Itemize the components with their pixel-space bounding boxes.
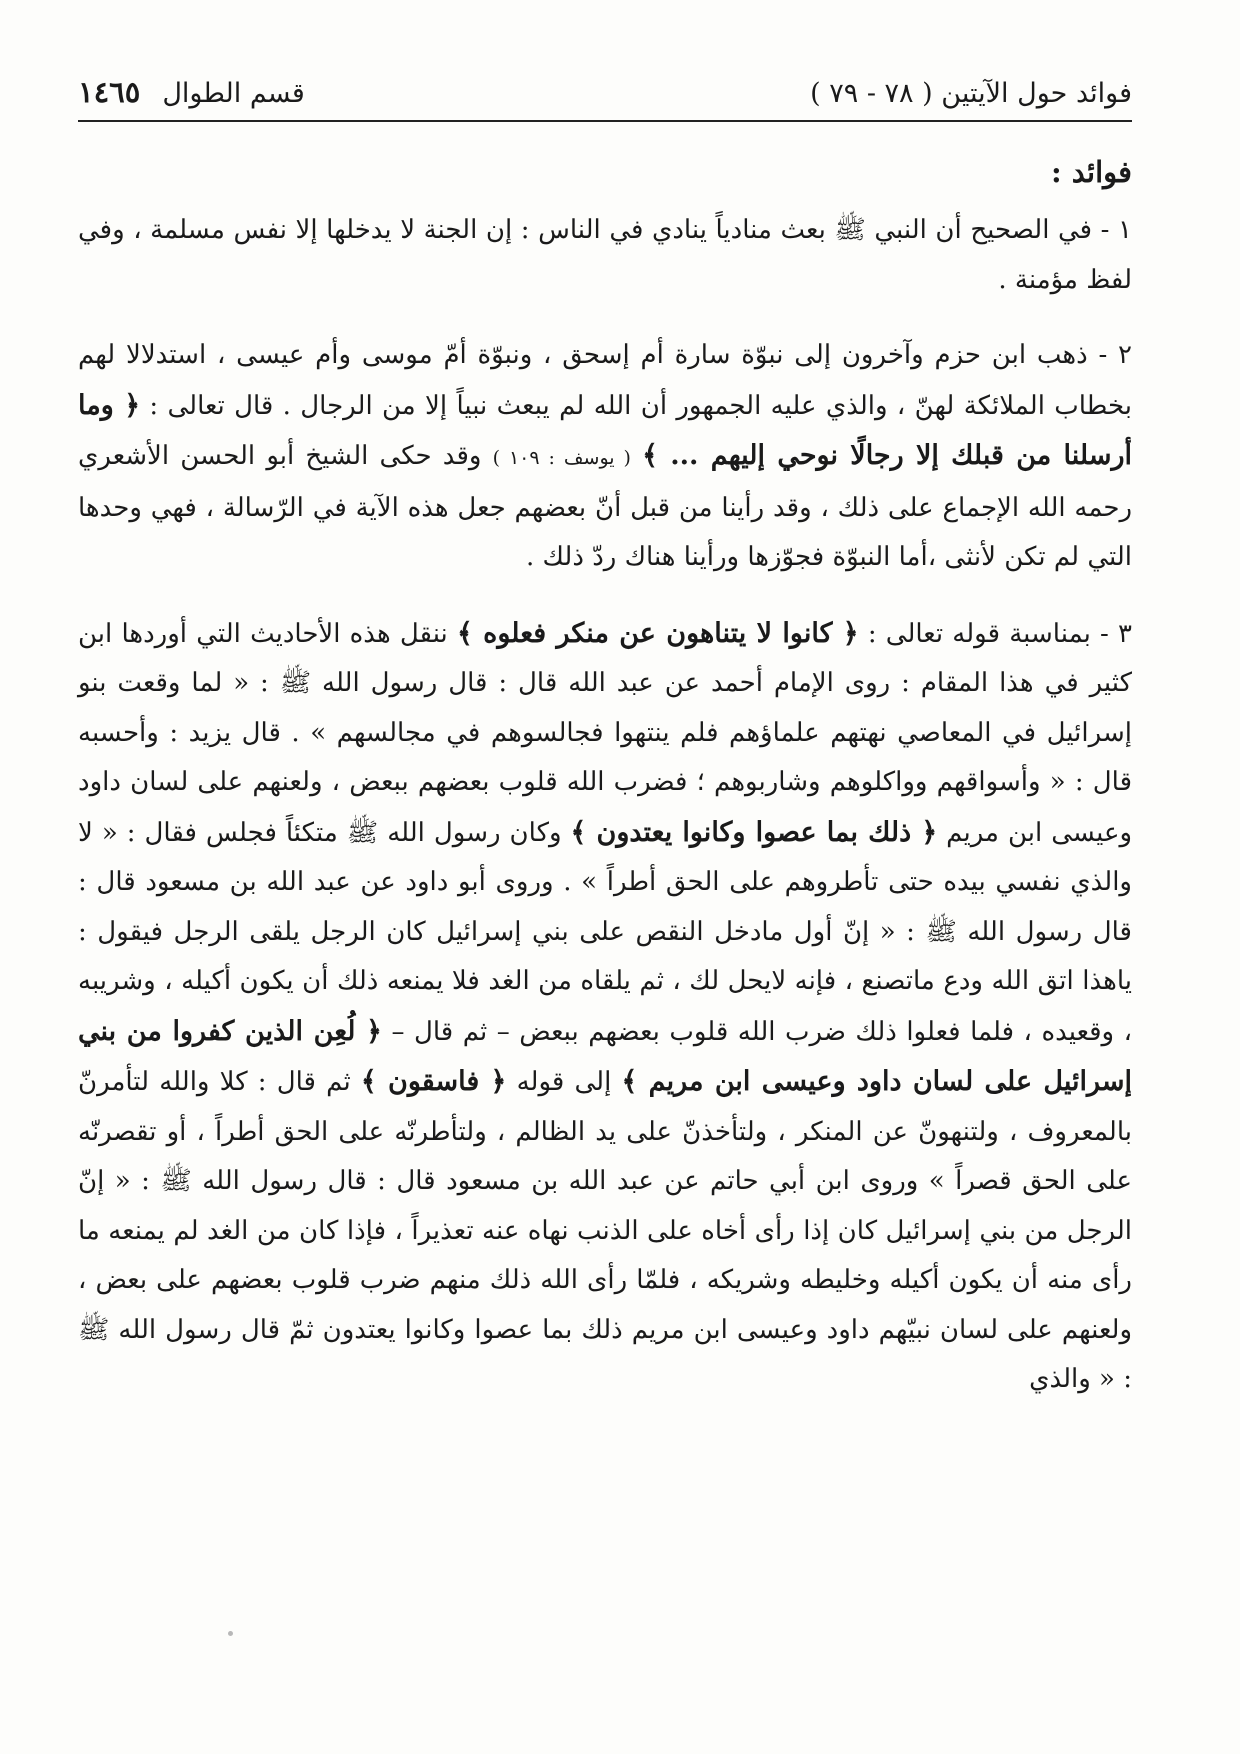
paragraph-3-text: ثم قال : كلا والله لتأمرنّ بالمعروف ، ولتنهونّ عن المنكر ، ولتأخذنّ على يد الظالم ، ولتأطرنّه على الحق أطراً ، أو تقصرنّه على الحق قصراً » وروى ابن أبي حاتم عن عبد الله بن مسعود قال : قال رسول الله ﷺ : « إنّ الرجل من بني إسرائيل كان إذا رأى أخاه على الذنب نهاه عنه تعذيراً ، فإذا كان من الغد لم يمنعه ما رأى منه أن يكون أكيله وخليطه وشريكه ، فلمّا رأى الله ذلك منهم ضرب قلوب بعضهم على بعض ، ولعنهم على لسان نبيّهم داود وعيسى ابن مريم ذلك بما عصوا وكانوا يعتدون ثمّ قال رسول الله ﷺ : « والذي <box>78 1067 1132 1394</box>
page-number: ١٤٦٥ <box>78 75 141 109</box>
header-title: فوائد حول الآيتين ( ٧٨ - ٧٩ ) <box>810 78 1132 109</box>
running-header <box>78 72 1132 122</box>
quran-verse: ﴿ فاسقون ﴾ <box>360 1066 507 1097</box>
paragraph-3-text: ننقل هذه الأحاديث التي أوردها ابن كثير في هذا المقام : روى الإمام أحمد عن عبد الله قال : قال رسول الله ﷺ : « لما وقعت بنو إسرائيل في المعاصي نهتهم علماؤهم فلم ينتهوا فجالسوهم في مجالسهم » . قال يزيد : وأحسبه قال : « وأسواقهم وواكلوهم وشاربوهم ؛ فضرب الله قلوب بعضهم ببعض ، ولعنهم على لسان داود وعيسى ابن مريم <box>78 618 1133 848</box>
quran-verse: ﴿ كانوا لا يتناهون عن منكر فعلوه ﴾ <box>457 617 859 649</box>
benefit-paragraph-3 <box>78 609 1132 1405</box>
paragraph-1-text: ١ - في الصحيح أن النبي ﷺ بعث منادياً ينادي في الناس : إن الجنة لا يدخلها إلا نفس مسلمة ، وفي لفظ مؤمنة . <box>78 215 1132 295</box>
quran-verse: ﴿ لُعِن الذين كفروا من بني إسرائيل على لسان داود وعيسى ابن مريم ﴾ <box>78 1015 1133 1097</box>
book-page <box>78 72 1132 1714</box>
benefit-paragraph-2 <box>78 331 1132 583</box>
quran-verse: ﴿ وما أرسلنا من قبلك إلا رجالًا نوحي إليهم ... ﴾ <box>78 389 1132 471</box>
header-left-group <box>78 72 305 114</box>
header-section-name: قسم الطوال <box>162 78 305 109</box>
verse-citation: ( يوسف : ١٠٩ ) <box>492 447 631 469</box>
scan-speck <box>228 1631 233 1636</box>
benefit-paragraph-1 <box>78 206 1132 305</box>
paragraph-2-intro: ٢ - ذهب ابن حزم وآخرون إلى نبوّة سارة أم إسحق ، ونبوّة أمّ موسى وأم عيسى ، استدلالا لهم بخطاب الملائكة لهنّ ، والذي عليه الجمهور أن الله لم يبعث نبياً إلا من الرجال . قال تعالى : <box>78 340 1133 421</box>
paragraph-3-text: وكان رسول الله ﷺ متكئاً فجلس فقال : « لا والذي نفسي بيده حتى تأطروهم على الحق أطراً » . وروى أبو داود عن عبد الله بن مسعود قال : قال رسول الله ﷺ : « إنّ أول مادخل النقص على بني إسرائيل كان الرجل يلقى الرجل فيقول : ياهذا اتق الله ودع ماتصنع ، فإنه لايحل لك ، ثم يلقاه من الغد فلا يمنعه ذلك أن يكون أكيله ، وشريبه ، وقعيده ، فلما فعلوا ذلك ضرب الله قلوب بعضهم ببعض – ثم قال – <box>78 817 1132 1047</box>
paragraph-2-rest: وقد حكى الشيخ أبو الحسن الأشعري رحمه الله الإجماع على ذلك ، وقد رأينا من قبل أنّ بعضهم جعل هذه الآية في الرّسالة ، فهي وحدها التي لم تكن لأنثى ،أما النبوّة فجوّزها ورأينا هناك ردّ ذلك . <box>78 441 1132 572</box>
quran-verse: ﴿ ذلك بما عصوا وكانوا يعتدون ﴾ <box>570 816 938 848</box>
paragraph-3-intro: ٣ - بمناسبة قوله تعالى : <box>867 618 1133 649</box>
paragraph-3-text: إلى قوله <box>516 1067 612 1097</box>
section-heading: فوائد : <box>1051 155 1132 189</box>
